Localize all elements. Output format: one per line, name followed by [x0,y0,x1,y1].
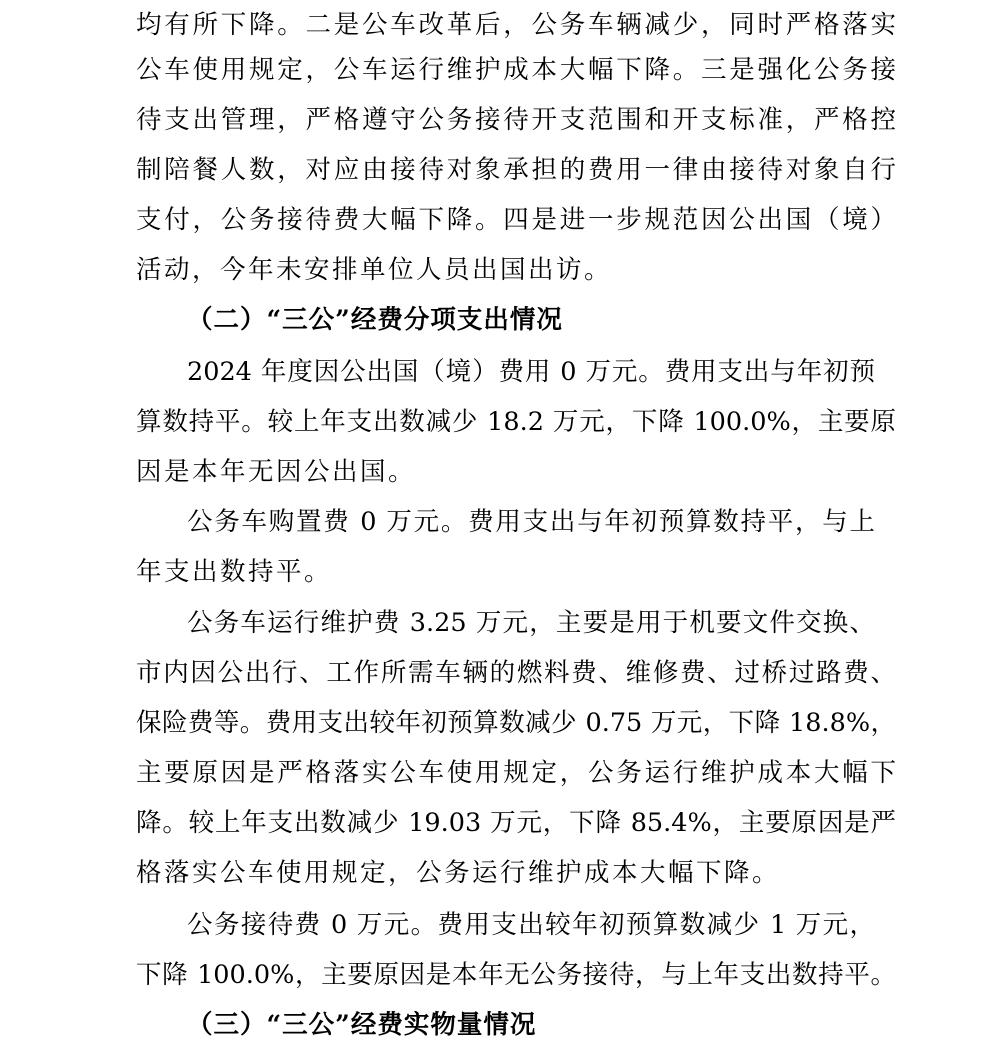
paragraph-line: 主要原因是严格落实公车使用规定，公务运行维护成本大幅下 [136,758,896,788]
paragraph-line: 待支出管理，严格遵守公务接待开支范围和开支标准，严格控 [136,105,896,135]
paragraph-line: 制陪餐人数，对应由接待对象承担的费用一律由接待对象自行 [136,155,896,185]
paragraph-line: 公车使用规定，公车运行维护成本大幅下降。三是强化公务接 [136,55,896,85]
paragraph-line: 公务车运行维护费 3.25 万元，主要是用于机要文件交换、 [187,608,875,638]
paragraph-line: 年支出数持平。 [136,557,333,587]
paragraph-line: 保险费等。费用支出较年初预算数减少 0.75 万元，下降 18.8%， [136,708,896,738]
paragraph-line: 下降 100.0%，主要原因是本年无公务接待，与上年支出数持平。 [136,960,896,990]
paragraph-line: 支付，公务接待费大幅下降。四是进一步规范因公出国（境） [136,205,896,235]
paragraph-line: 公务接待费 0 万元。费用支出较年初预算数减少 1 万元， [187,910,875,940]
paragraph-line: 格落实公车使用规定，公务运行维护成本大幅下降。 [136,858,781,888]
paragraph-line: 因是本年无因公出国。 [136,457,417,487]
paragraph-line: 2024 年度因公出国（境）费用 0 万元。费用支出与年初预 [187,357,875,387]
section-heading-3: （三）“三公”经费实物量情况 [187,1010,537,1040]
paragraph-line: 算数持平。较上年支出数减少 18.2 万元，下降 100.0%，主要原 [136,407,896,437]
section-heading-2: （二）“三公”经费分项支出情况 [187,305,563,335]
paragraph-line: 市内因公出行、工作所需车辆的燃料费、维修费、过桥过路费、 [136,658,896,688]
paragraph-line: 均有所下降。二是公车改革后，公务车辆减少，同时严格落实 [136,10,896,40]
paragraph-line: 活动，今年未安排单位人员出国出访。 [136,255,613,285]
paragraph-line: 降。较上年支出数减少 19.03 万元，下降 85.4%，主要原因是严 [136,808,896,838]
paragraph-line: 公务车购置费 0 万元。费用支出与年初预算数持平，与上 [187,507,875,537]
